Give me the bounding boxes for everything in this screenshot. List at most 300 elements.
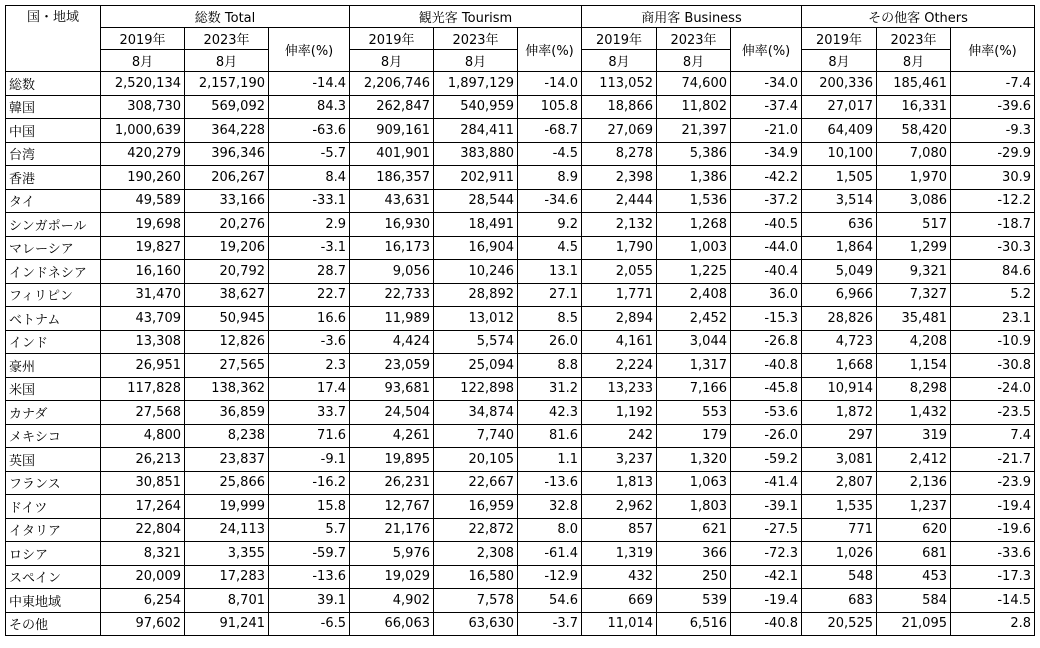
value-cell: 5.7: [269, 518, 350, 542]
country-name-cell: ベトナム: [6, 307, 101, 331]
value-cell: 30,851: [101, 471, 185, 495]
value-cell: 1,897,129: [434, 72, 518, 96]
group-header-tourism: 観光客 Tourism: [350, 6, 582, 28]
value-cell: 81.6: [518, 424, 582, 448]
value-cell: 1,535: [802, 495, 877, 519]
rate-header: 伸率(%): [269, 28, 350, 72]
value-cell: 1,386: [657, 166, 731, 190]
value-cell: 1,790: [582, 236, 657, 260]
value-cell: 2,962: [582, 495, 657, 519]
value-cell: -26.8: [731, 330, 802, 354]
value-cell: 25,094: [434, 354, 518, 378]
value-cell: 5,574: [434, 330, 518, 354]
value-cell: 19,999: [185, 495, 269, 519]
value-cell: 11,989: [350, 307, 434, 331]
value-cell: 71.6: [269, 424, 350, 448]
country-name-cell: タイ: [6, 189, 101, 213]
month-header: 8月: [434, 50, 518, 72]
value-cell: 20,525: [802, 612, 877, 636]
country-name-cell: ロシア: [6, 542, 101, 566]
value-cell: 39.1: [269, 589, 350, 613]
value-cell: 432: [582, 565, 657, 589]
value-cell: -9.3: [951, 119, 1035, 143]
value-cell: 11,802: [657, 95, 731, 119]
value-cell: 3,514: [802, 189, 877, 213]
value-cell: 8,238: [185, 424, 269, 448]
table-row: [6, 448, 1035, 472]
value-cell: 84.6: [951, 260, 1035, 284]
value-cell: -21.7: [951, 448, 1035, 472]
value-cell: 19,698: [101, 213, 185, 237]
value-cell: 3,081: [802, 448, 877, 472]
value-cell: 771: [802, 518, 877, 542]
value-cell: 50,945: [185, 307, 269, 331]
table-row: [6, 471, 1035, 495]
value-cell: 8,701: [185, 589, 269, 613]
year-2019-header: 2019年: [582, 28, 657, 50]
value-cell: -13.6: [269, 565, 350, 589]
value-cell: 15.8: [269, 495, 350, 519]
value-cell: 28,826: [802, 307, 877, 331]
value-cell: 1,864: [802, 236, 877, 260]
value-cell: 517: [877, 213, 951, 237]
value-cell: 2.3: [269, 354, 350, 378]
value-cell: 1,803: [657, 495, 731, 519]
value-cell: 6,254: [101, 589, 185, 613]
value-cell: 36,859: [185, 401, 269, 425]
table-body: [6, 72, 1035, 636]
value-cell: 27.1: [518, 283, 582, 307]
value-cell: 20,276: [185, 213, 269, 237]
value-cell: 2,894: [582, 307, 657, 331]
value-cell: 553: [657, 401, 731, 425]
value-cell: -14.4: [269, 72, 350, 96]
value-cell: 681: [877, 542, 951, 566]
value-cell: -53.6: [731, 401, 802, 425]
value-cell: -61.4: [518, 542, 582, 566]
value-cell: 1,026: [802, 542, 877, 566]
value-cell: 27,565: [185, 354, 269, 378]
rate-header: 伸率(%): [731, 28, 802, 72]
value-cell: 22.7: [269, 283, 350, 307]
value-cell: 5,976: [350, 542, 434, 566]
value-cell: 10,914: [802, 377, 877, 401]
value-cell: 1,237: [877, 495, 951, 519]
month-header: 8月: [185, 50, 269, 72]
value-cell: -13.6: [518, 471, 582, 495]
value-cell: 6,966: [802, 283, 877, 307]
value-cell: -6.5: [269, 612, 350, 636]
value-cell: -30.8: [951, 354, 1035, 378]
value-cell: 30.9: [951, 166, 1035, 190]
value-cell: 202,911: [434, 166, 518, 190]
country-name-cell: メキシコ: [6, 424, 101, 448]
value-cell: 4,161: [582, 330, 657, 354]
value-cell: 9,056: [350, 260, 434, 284]
value-cell: 13,233: [582, 377, 657, 401]
value-cell: 364,228: [185, 119, 269, 143]
country-name-cell: その他: [6, 612, 101, 636]
value-cell: -23.9: [951, 471, 1035, 495]
value-cell: 1,320: [657, 448, 731, 472]
country-name-cell: フランス: [6, 471, 101, 495]
value-cell: -37.4: [731, 95, 802, 119]
value-cell: 250: [657, 565, 731, 589]
value-cell: -59.7: [269, 542, 350, 566]
value-cell: 28,892: [434, 283, 518, 307]
value-cell: 4,902: [350, 589, 434, 613]
value-cell: 11,014: [582, 612, 657, 636]
value-cell: -17.3: [951, 565, 1035, 589]
value-cell: -33.6: [951, 542, 1035, 566]
value-cell: -44.0: [731, 236, 802, 260]
value-cell: 9,321: [877, 260, 951, 284]
value-cell: -7.4: [951, 72, 1035, 96]
value-cell: -3.6: [269, 330, 350, 354]
year-2023-header: 2023年: [657, 28, 731, 50]
value-cell: -24.0: [951, 377, 1035, 401]
value-cell: 4,800: [101, 424, 185, 448]
value-cell: 12,826: [185, 330, 269, 354]
value-cell: 4,261: [350, 424, 434, 448]
value-cell: -27.5: [731, 518, 802, 542]
value-cell: 22,872: [434, 518, 518, 542]
value-cell: 3,355: [185, 542, 269, 566]
table-row: [6, 119, 1035, 143]
table-row: [6, 401, 1035, 425]
value-cell: 1,317: [657, 354, 731, 378]
value-cell: 2.9: [269, 213, 350, 237]
value-cell: 93,681: [350, 377, 434, 401]
table-row: [6, 166, 1035, 190]
value-cell: 20,105: [434, 448, 518, 472]
table-row: [6, 612, 1035, 636]
value-cell: 23,059: [350, 354, 434, 378]
table-row: [6, 189, 1035, 213]
value-cell: 5,049: [802, 260, 877, 284]
value-cell: 16.6: [269, 307, 350, 331]
table-row: [6, 307, 1035, 331]
value-cell: 8,278: [582, 142, 657, 166]
value-cell: 24,113: [185, 518, 269, 542]
value-cell: 64,409: [802, 119, 877, 143]
value-cell: 284,411: [434, 119, 518, 143]
value-cell: 569,092: [185, 95, 269, 119]
value-cell: -21.0: [731, 119, 802, 143]
value-cell: 186,357: [350, 166, 434, 190]
value-cell: 20,009: [101, 565, 185, 589]
value-cell: 22,667: [434, 471, 518, 495]
header-row-years: [6, 28, 1035, 50]
value-cell: 1.1: [518, 448, 582, 472]
value-cell: 453: [877, 565, 951, 589]
value-cell: 19,827: [101, 236, 185, 260]
value-cell: 3,237: [582, 448, 657, 472]
value-cell: 190,260: [101, 166, 185, 190]
value-cell: 1,813: [582, 471, 657, 495]
value-cell: 683: [802, 589, 877, 613]
value-cell: 117,828: [101, 377, 185, 401]
value-cell: 200,336: [802, 72, 877, 96]
value-cell: 1,063: [657, 471, 731, 495]
month-header: 8月: [101, 50, 185, 72]
value-cell: 8,321: [101, 542, 185, 566]
value-cell: 16,331: [877, 95, 951, 119]
value-cell: 7,327: [877, 283, 951, 307]
value-cell: -29.9: [951, 142, 1035, 166]
value-cell: 42.3: [518, 401, 582, 425]
country-name-cell: 台湾: [6, 142, 101, 166]
value-cell: 1,536: [657, 189, 731, 213]
table-row: [6, 354, 1035, 378]
value-cell: -4.5: [518, 142, 582, 166]
value-cell: 16,160: [101, 260, 185, 284]
value-cell: 66,063: [350, 612, 434, 636]
value-cell: 383,880: [434, 142, 518, 166]
value-cell: 21,095: [877, 612, 951, 636]
month-header: 8月: [802, 50, 877, 72]
year-2019-header: 2019年: [802, 28, 877, 50]
value-cell: -23.5: [951, 401, 1035, 425]
country-name-cell: 米国: [6, 377, 101, 401]
table-row: [6, 260, 1035, 284]
value-cell: -40.8: [731, 612, 802, 636]
value-cell: 1,668: [802, 354, 877, 378]
value-cell: 7,740: [434, 424, 518, 448]
value-cell: 2,157,190: [185, 72, 269, 96]
value-cell: 1,000,639: [101, 119, 185, 143]
value-cell: 43,709: [101, 307, 185, 331]
country-name-cell: シンガポール: [6, 213, 101, 237]
table-row: [6, 213, 1035, 237]
value-cell: 2,520,134: [101, 72, 185, 96]
value-cell: 63,630: [434, 612, 518, 636]
value-cell: 17.4: [269, 377, 350, 401]
table-row: [6, 589, 1035, 613]
value-cell: 10,100: [802, 142, 877, 166]
value-cell: 242: [582, 424, 657, 448]
value-cell: -3.7: [518, 612, 582, 636]
value-cell: 21,397: [657, 119, 731, 143]
value-cell: 8.5: [518, 307, 582, 331]
value-cell: -34.6: [518, 189, 582, 213]
value-cell: 8,298: [877, 377, 951, 401]
value-cell: 26,213: [101, 448, 185, 472]
value-cell: 97,602: [101, 612, 185, 636]
value-cell: -19.4: [731, 589, 802, 613]
value-cell: 1,268: [657, 213, 731, 237]
value-cell: 262,847: [350, 95, 434, 119]
value-cell: -59.2: [731, 448, 802, 472]
value-cell: 7,080: [877, 142, 951, 166]
value-cell: -16.2: [269, 471, 350, 495]
value-cell: 539: [657, 589, 731, 613]
value-cell: -9.1: [269, 448, 350, 472]
value-cell: -10.9: [951, 330, 1035, 354]
value-cell: -5.7: [269, 142, 350, 166]
year-2023-header: 2023年: [185, 28, 269, 50]
value-cell: 25,866: [185, 471, 269, 495]
value-cell: 13,308: [101, 330, 185, 354]
value-cell: -14.0: [518, 72, 582, 96]
value-cell: 31.2: [518, 377, 582, 401]
value-cell: 9.2: [518, 213, 582, 237]
value-cell: -19.6: [951, 518, 1035, 542]
value-cell: 36.0: [731, 283, 802, 307]
group-header-total: 総数 Total: [101, 6, 350, 28]
value-cell: -15.3: [731, 307, 802, 331]
month-header: 8月: [350, 50, 434, 72]
value-cell: 669: [582, 589, 657, 613]
value-cell: 22,733: [350, 283, 434, 307]
value-cell: -63.6: [269, 119, 350, 143]
value-cell: 28,544: [434, 189, 518, 213]
value-cell: 206,267: [185, 166, 269, 190]
table-row: [6, 495, 1035, 519]
month-header: 8月: [582, 50, 657, 72]
value-cell: 621: [657, 518, 731, 542]
value-cell: 33,166: [185, 189, 269, 213]
value-cell: 43,631: [350, 189, 434, 213]
value-cell: 26,231: [350, 471, 434, 495]
value-cell: 2,055: [582, 260, 657, 284]
value-cell: 2,224: [582, 354, 657, 378]
value-cell: 22,804: [101, 518, 185, 542]
value-cell: -39.1: [731, 495, 802, 519]
value-cell: 28.7: [269, 260, 350, 284]
value-cell: 420,279: [101, 142, 185, 166]
value-cell: -72.3: [731, 542, 802, 566]
value-cell: 2,206,746: [350, 72, 434, 96]
country-name-cell: インド: [6, 330, 101, 354]
table-row: [6, 377, 1035, 401]
value-cell: 10,246: [434, 260, 518, 284]
value-cell: 401,901: [350, 142, 434, 166]
value-cell: 1,432: [877, 401, 951, 425]
value-cell: 909,161: [350, 119, 434, 143]
value-cell: 2,308: [434, 542, 518, 566]
value-cell: 19,029: [350, 565, 434, 589]
value-cell: 13.1: [518, 260, 582, 284]
value-cell: 49,589: [101, 189, 185, 213]
value-cell: 548: [802, 565, 877, 589]
value-cell: 6,516: [657, 612, 731, 636]
country-name-cell: 香港: [6, 166, 101, 190]
value-cell: 12,767: [350, 495, 434, 519]
value-cell: 16,959: [434, 495, 518, 519]
year-2023-header: 2023年: [434, 28, 518, 50]
value-cell: -12.9: [518, 565, 582, 589]
value-cell: -37.2: [731, 189, 802, 213]
value-cell: 35,481: [877, 307, 951, 331]
value-cell: 18,491: [434, 213, 518, 237]
value-cell: 1,771: [582, 283, 657, 307]
country-name-cell: 韓国: [6, 95, 101, 119]
value-cell: -30.3: [951, 236, 1035, 260]
value-cell: 2,452: [657, 307, 731, 331]
value-cell: -42.2: [731, 166, 802, 190]
country-name-cell: 中東地域: [6, 589, 101, 613]
value-cell: 5,386: [657, 142, 731, 166]
value-cell: 38,627: [185, 283, 269, 307]
value-cell: 18,866: [582, 95, 657, 119]
country-name-cell: 英国: [6, 448, 101, 472]
month-header: 8月: [657, 50, 731, 72]
value-cell: 396,346: [185, 142, 269, 166]
visitor-statistics-table: [5, 5, 1035, 636]
country-name-cell: ドイツ: [6, 495, 101, 519]
value-cell: 16,580: [434, 565, 518, 589]
table-row: [6, 424, 1035, 448]
value-cell: 34,874: [434, 401, 518, 425]
value-cell: 620: [877, 518, 951, 542]
rate-header: 伸率(%): [951, 28, 1035, 72]
value-cell: -3.1: [269, 236, 350, 260]
value-cell: 1,225: [657, 260, 731, 284]
value-cell: 27,017: [802, 95, 877, 119]
value-cell: -41.4: [731, 471, 802, 495]
value-cell: 21,176: [350, 518, 434, 542]
value-cell: -42.1: [731, 565, 802, 589]
table-row: [6, 236, 1035, 260]
value-cell: 7,166: [657, 377, 731, 401]
value-cell: 26.0: [518, 330, 582, 354]
country-name-cell: 総数: [6, 72, 101, 96]
value-cell: 17,283: [185, 565, 269, 589]
value-cell: 23,837: [185, 448, 269, 472]
rate-header: 伸率(%): [518, 28, 582, 72]
table-row: [6, 142, 1035, 166]
value-cell: 4,208: [877, 330, 951, 354]
value-cell: 31,470: [101, 283, 185, 307]
group-header-others: その他客 Others: [802, 6, 1035, 28]
value-cell: -34.9: [731, 142, 802, 166]
year-2023-header: 2023年: [877, 28, 951, 50]
value-cell: 319: [877, 424, 951, 448]
value-cell: 1,003: [657, 236, 731, 260]
value-cell: 4,723: [802, 330, 877, 354]
value-cell: 2,132: [582, 213, 657, 237]
value-cell: -19.4: [951, 495, 1035, 519]
value-cell: 636: [802, 213, 877, 237]
value-cell: -34.0: [731, 72, 802, 96]
value-cell: -40.8: [731, 354, 802, 378]
value-cell: -40.5: [731, 213, 802, 237]
value-cell: 105.8: [518, 95, 582, 119]
table-row: [6, 283, 1035, 307]
value-cell: 24,504: [350, 401, 434, 425]
value-cell: 2,807: [802, 471, 877, 495]
group-header-business: 商用客 Business: [582, 6, 802, 28]
value-cell: 13,012: [434, 307, 518, 331]
value-cell: 2,412: [877, 448, 951, 472]
country-name-cell: マレーシア: [6, 236, 101, 260]
value-cell: 84.3: [269, 95, 350, 119]
value-cell: 122,898: [434, 377, 518, 401]
table-row: [6, 330, 1035, 354]
value-cell: 16,173: [350, 236, 434, 260]
value-cell: 1,872: [802, 401, 877, 425]
table-row: [6, 95, 1035, 119]
country-name-cell: カナダ: [6, 401, 101, 425]
value-cell: 1,970: [877, 166, 951, 190]
value-cell: 23.1: [951, 307, 1035, 331]
value-cell: 33.7: [269, 401, 350, 425]
value-cell: 19,206: [185, 236, 269, 260]
table-row: [6, 542, 1035, 566]
value-cell: -33.1: [269, 189, 350, 213]
value-cell: 179: [657, 424, 731, 448]
